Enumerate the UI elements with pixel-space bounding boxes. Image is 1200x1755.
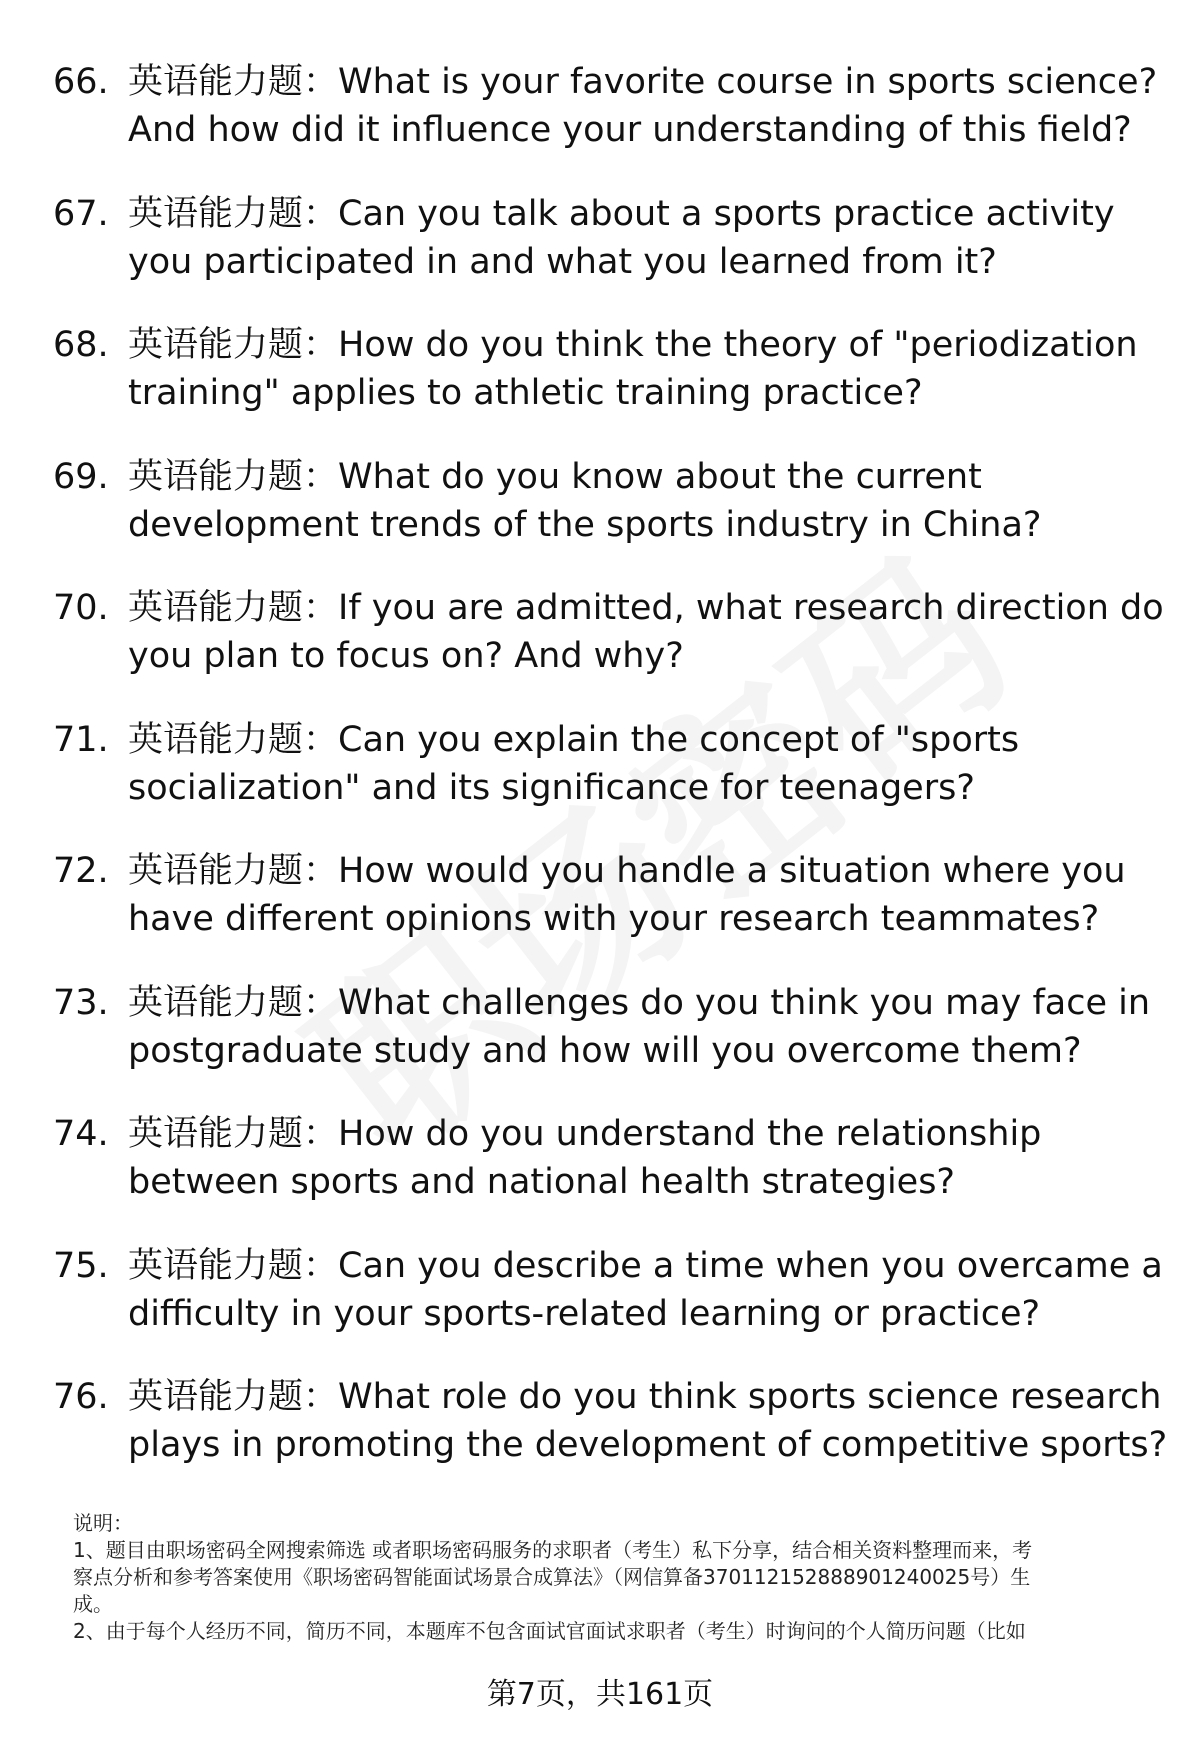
question-text-line: 英语能力题：Can you explain the concept of "sports bbox=[128, 719, 1020, 760]
question-text bbox=[128, 1110, 1168, 1206]
question-text-line: plays in promoting the development of competitive sports? bbox=[128, 1425, 1168, 1465]
question-item bbox=[0, 1242, 1200, 1374]
question-item bbox=[0, 58, 1200, 190]
question-item bbox=[0, 847, 1200, 979]
notes-line: 成。 bbox=[73, 1592, 113, 1616]
question-text-line: difficulty in your sports-related learning or practice? bbox=[128, 1293, 1041, 1334]
question-item bbox=[0, 1110, 1200, 1242]
question-text-line: And how did it influence your understanding of this field? bbox=[128, 110, 1132, 150]
page-number: 第7页，共161页 bbox=[486, 1677, 714, 1712]
question-text bbox=[128, 979, 1168, 1075]
question-text-line: training" applies to athletic training practice? bbox=[128, 373, 923, 413]
question-number: 75. bbox=[53, 1245, 109, 1286]
question-text-line: socialization" and its significance for teenagers? bbox=[128, 767, 975, 808]
question-text bbox=[128, 716, 1168, 812]
question-text-line: 英语能力题：What role do you think sports science research bbox=[128, 1377, 1162, 1417]
notes-section bbox=[73, 1510, 1153, 1645]
notes-line: 2、由于每个人经历不同，简历不同，本题库不包含面试官面试求职者（考生）时询问的个人简历问题（比如 bbox=[73, 1619, 1026, 1643]
question-number: 74. bbox=[53, 1114, 109, 1154]
question-text bbox=[128, 1373, 1168, 1469]
question-number: 71. bbox=[53, 719, 109, 760]
question-text bbox=[128, 321, 1168, 417]
question-list bbox=[0, 58, 1200, 1505]
question-text-line: 英语能力题：What do you know about the current bbox=[128, 456, 982, 497]
question-text bbox=[128, 190, 1168, 286]
question-text bbox=[128, 584, 1168, 680]
notes-line: 察点分析和参考答案使用《职场密码智能面试场景合成算法》（网信算备370112152888901240025号）生 bbox=[73, 1565, 1031, 1589]
question-number: 67. bbox=[53, 193, 109, 234]
question-number: 66. bbox=[53, 62, 109, 102]
question-number: 72. bbox=[53, 851, 109, 891]
question-number: 69. bbox=[53, 456, 109, 497]
question-text bbox=[128, 847, 1168, 943]
question-text-line: 英语能力题：How do you understand the relationship bbox=[128, 1114, 1042, 1154]
question-text-line: you plan to focus on? And why? bbox=[128, 636, 684, 676]
question-text-line: 英语能力题：Can you talk about a sports practice activity bbox=[128, 193, 1115, 234]
question-item bbox=[0, 584, 1200, 716]
question-text-line: have different opinions with your research teammates? bbox=[128, 899, 1100, 939]
question-text-line: 英语能力题：Can you describe a time when you overcame a bbox=[128, 1245, 1163, 1286]
question-text-line: between sports and national health strategies? bbox=[128, 1162, 956, 1202]
question-number: 76. bbox=[53, 1377, 109, 1417]
question-text-line: 英语能力题：If you are admitted, what research direction do bbox=[128, 588, 1164, 628]
question-text bbox=[128, 453, 1168, 549]
question-number: 70. bbox=[53, 588, 109, 628]
question-item bbox=[0, 321, 1200, 453]
question-number: 68. bbox=[53, 325, 109, 365]
question-item bbox=[0, 453, 1200, 585]
question-item bbox=[0, 190, 1200, 322]
question-text-line: postgraduate study and how will you overcome them? bbox=[128, 1030, 1082, 1071]
question-text-line: 英语能力题：How do you think the theory of "periodization bbox=[128, 325, 1138, 365]
question-item bbox=[0, 1373, 1200, 1505]
question-text-line: 英语能力题：What is your favorite course in sports science? bbox=[128, 62, 1158, 102]
question-text-line: 英语能力题：How would you handle a situation where you bbox=[128, 851, 1126, 891]
question-text-line: 英语能力题：What challenges do you think you may face in bbox=[128, 982, 1151, 1023]
question-item bbox=[0, 979, 1200, 1111]
question-text bbox=[128, 58, 1168, 154]
question-text-line: you participated in and what you learned from it? bbox=[128, 241, 997, 282]
question-number: 73. bbox=[53, 982, 109, 1023]
question-text bbox=[128, 1242, 1168, 1338]
question-text-line: development trends of the sports industry in China? bbox=[128, 504, 1042, 545]
question-item bbox=[0, 716, 1200, 848]
notes-line: 1、题目由职场密码全网搜索筛选 或者职场密码服务的求职者（考生）私下分享，结合相关资料整理而来，考 bbox=[73, 1538, 1033, 1562]
notes-heading: 说明： bbox=[73, 1511, 133, 1535]
